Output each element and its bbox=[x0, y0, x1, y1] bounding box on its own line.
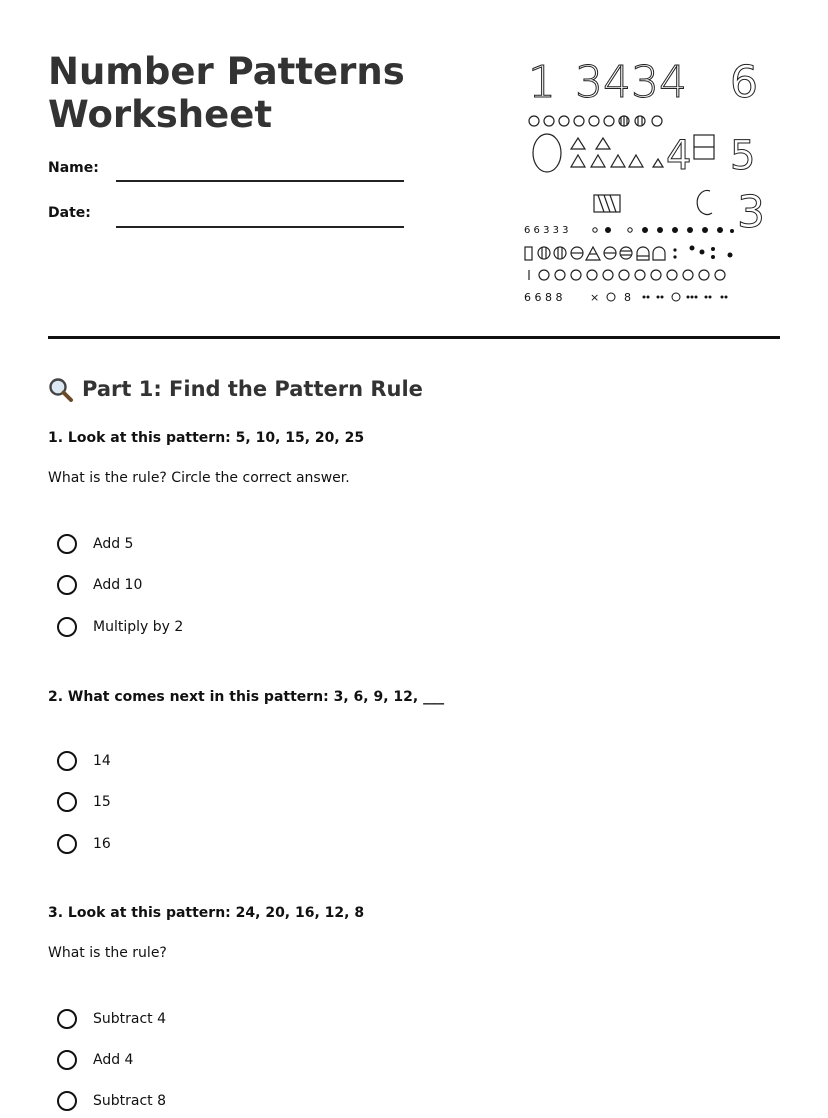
radio-button[interactable] bbox=[57, 575, 77, 595]
deco-digit-1: 1 bbox=[528, 57, 556, 108]
title-line-1: Number Patterns bbox=[48, 50, 405, 93]
title-line-2: Worksheet bbox=[48, 93, 273, 136]
question-1-option-3[interactable] bbox=[57, 615, 183, 639]
option-label: Add 4 bbox=[93, 1052, 134, 1068]
part-1-title bbox=[48, 374, 423, 404]
deco-bottom-digit: 8 bbox=[624, 291, 631, 304]
date-label: Date: bbox=[48, 205, 91, 221]
question-3-option-1[interactable] bbox=[57, 1007, 166, 1031]
question-1-option-1[interactable] bbox=[57, 532, 133, 556]
deco-digit-4: 4 bbox=[666, 133, 692, 179]
question-2-option-3[interactable] bbox=[57, 832, 111, 856]
radio-button[interactable] bbox=[57, 834, 77, 854]
name-label: Name: bbox=[48, 160, 99, 176]
question-3-prompt: 3. Look at this pattern: 24, 20, 16, 12, 8 bbox=[48, 905, 365, 921]
header-divider bbox=[48, 336, 780, 339]
part-1-title-text: Part 1: Find the Pattern Rule bbox=[82, 377, 423, 401]
question-2-option-1[interactable] bbox=[57, 749, 111, 773]
option-label: Add 10 bbox=[93, 577, 143, 593]
deco-bottom-digits: 6 6 8 8 bbox=[524, 291, 563, 304]
question-2-prompt: 2. What comes next in this pattern: 3, 6, 9, 12, ___ bbox=[48, 689, 445, 705]
radio-button[interactable] bbox=[57, 1091, 77, 1111]
radio-button[interactable] bbox=[57, 1050, 77, 1070]
number-pattern-decoration bbox=[520, 55, 770, 305]
worksheet-title bbox=[48, 50, 468, 136]
radio-button[interactable] bbox=[57, 534, 77, 554]
radio-button[interactable] bbox=[57, 1009, 77, 1029]
svg-text:×: × bbox=[590, 291, 600, 304]
question-2-option-2[interactable] bbox=[57, 790, 111, 814]
deco-digit-5: 5 bbox=[730, 133, 756, 179]
deco-digit-6: 6 bbox=[730, 57, 758, 108]
question-1-prompt: 1. Look at this pattern: 5, 10, 15, 20, 25 bbox=[48, 430, 365, 446]
option-label: Add 5 bbox=[93, 536, 134, 552]
question-1-subtext: What is the rule? Circle the correct answer. bbox=[48, 470, 350, 486]
radio-button[interactable] bbox=[57, 751, 77, 771]
question-3-option-3[interactable] bbox=[57, 1089, 166, 1113]
deco-digits-3434: 3434 bbox=[575, 57, 687, 108]
question-1-option-2[interactable] bbox=[57, 573, 142, 597]
option-label: 14 bbox=[93, 753, 111, 769]
deco-small-digits: 6 6 3 3 3 bbox=[524, 225, 569, 236]
deco-digit-3: 3 bbox=[737, 187, 765, 238]
question-3-subtext: What is the rule? bbox=[48, 945, 167, 961]
date-field[interactable] bbox=[116, 226, 404, 228]
radio-button[interactable] bbox=[57, 617, 77, 637]
option-label: Subtract 4 bbox=[93, 1011, 167, 1027]
radio-button[interactable] bbox=[57, 792, 77, 812]
magnifying-glass-icon bbox=[48, 377, 74, 403]
option-label: Subtract 8 bbox=[93, 1093, 167, 1109]
name-field[interactable] bbox=[116, 180, 404, 182]
question-3-option-2[interactable] bbox=[57, 1048, 133, 1072]
option-label: 15 bbox=[93, 794, 111, 810]
option-label: 16 bbox=[93, 836, 111, 852]
option-label: Multiply by 2 bbox=[93, 619, 184, 635]
